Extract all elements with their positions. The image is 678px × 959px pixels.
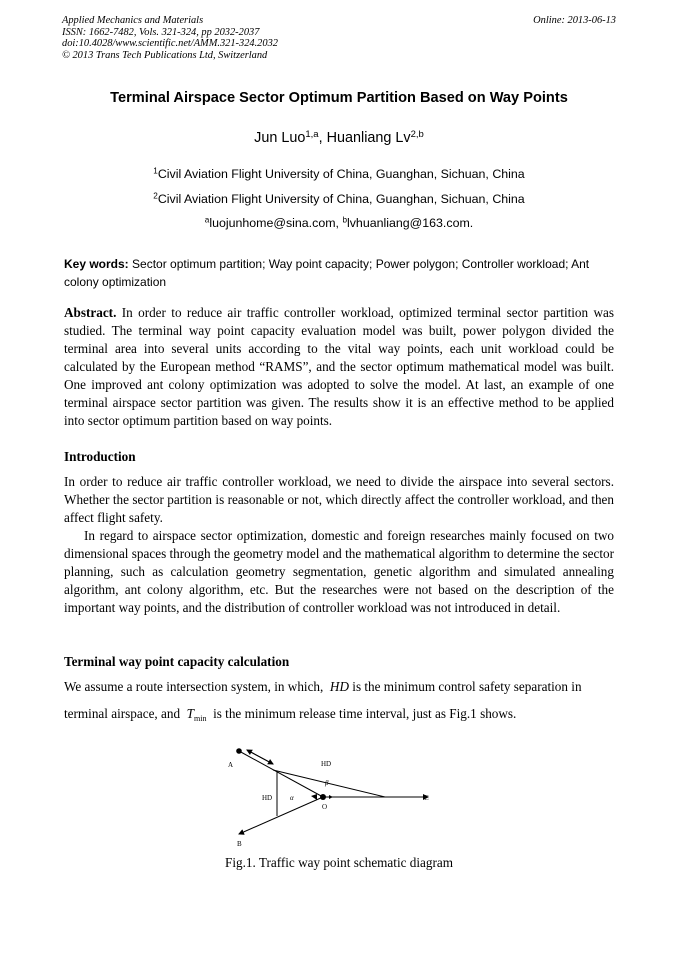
doi-line: doi:10.4028/www.scientific.net/AMM.321-324.2032 — [62, 38, 278, 50]
body-text: is the minimum release time interval, just as Fig.1 shows. — [213, 706, 517, 721]
alpha-angle-mark — [311, 794, 317, 800]
keywords-text: Sector optimum partition; Way point capacity; Power polygon; Controller workload; Ant colony optimization — [64, 257, 590, 289]
label-a: A — [228, 761, 234, 769]
journal-header — [62, 15, 616, 61]
paper-title: Terminal Airspace Sector Optimum Partition Based on Way Points — [110, 90, 568, 106]
route-line-b — [239, 797, 323, 834]
email-separator: , — [335, 216, 343, 230]
journal-name: Applied Mechanics and Materials — [62, 15, 204, 26]
section-heading-introduction: Introduction — [64, 449, 136, 464]
variable-t-subscript: min — [194, 714, 207, 723]
abstract-label: Abstract. — [64, 305, 117, 320]
author-line — [40, 130, 638, 146]
section-heading-capacity: Terminal way point capacity calculation — [64, 654, 290, 669]
author-name: Huanliang Lv — [326, 130, 411, 146]
affiliation-text: Civil Aviation Flight University of China, Guanghan, Sichuan, China — [157, 167, 525, 181]
figure-caption: Fig.1. Traffic way point schematic diagram — [225, 855, 453, 870]
body-text: We assume a route intersection system, in which, — [64, 679, 324, 694]
keywords-label: Key words: — [64, 257, 129, 271]
label-o: O — [322, 803, 328, 811]
capacity-paragraph-line2 — [64, 705, 614, 728]
affiliation-text: Civil Aviation Flight University of China, Guanghan, Sichuan, China — [157, 192, 525, 206]
affiliation-1 — [40, 167, 638, 181]
route-line-a — [239, 751, 323, 797]
label-hd-top: HD — [321, 760, 332, 768]
point-o-dot — [320, 794, 326, 800]
abstract-paragraph — [64, 304, 614, 430]
intro-paragraph-2: In regard to airspace sector optimization, domestic and foreign researches mainly focused on two dimensional spaces through the geometry model and the mathematical algorithm to determine the sector planning, such as calculation geometry segmentation, genetic algorithm and simulated annealing algorithm, ant colony algorithm, etc. But the researches were not based on the description of the important way points, and the distribution of controller workload was not introduced in detail. — [64, 528, 614, 615]
email-address[interactable]: luojunhome@sina.com — [209, 216, 336, 230]
affiliation-2 — [40, 192, 638, 206]
label-beta: β — [325, 779, 329, 787]
variable-hd: HD — [329, 679, 349, 694]
author-separator: , — [318, 130, 327, 146]
keywords-block — [64, 255, 614, 291]
capacity-paragraph-line1 — [64, 678, 614, 696]
variable-t: T — [186, 706, 195, 721]
route-line-top — [273, 770, 385, 797]
email-address[interactable]: lvhuanliang@163.com. — [346, 216, 474, 230]
intro-paragraph-1: In order to reduce air traffic controller workload, we need to divide the airspace into several sectors. Whether the sector partition is reasonable or not, which directly affect the controller workload, and then affect flight safety. — [64, 474, 614, 525]
issn-line: ISSN: 1662-7482, Vols. 321-324, pp 2032-2037 — [62, 26, 260, 38]
label-hd-left: HD — [262, 794, 273, 802]
online-date: Online: 2013-06-13 — [533, 15, 616, 26]
point-a-dot — [236, 748, 242, 754]
author-name: Jun Luo — [254, 130, 306, 146]
beta-angle-mark — [329, 795, 333, 799]
email-sup: a — [204, 215, 210, 225]
author-sup: 1,a — [305, 128, 319, 140]
label-b: B — [237, 840, 242, 848]
body-text: is the minimum control safety separation in — [352, 679, 582, 694]
affiliation-sup: 1 — [153, 166, 158, 176]
affiliation-sup: 2 — [153, 191, 158, 201]
figure-waypoint-diagram — [225, 742, 435, 852]
author-sup: 2,b — [410, 128, 424, 140]
body-text: terminal airspace, and — [64, 706, 181, 721]
label-alpha: α — [290, 794, 294, 802]
email-sup: b — [342, 215, 347, 225]
label-c: C — [424, 794, 429, 802]
email-line — [40, 216, 638, 230]
abstract-text: In order to reduce air traffic controller workload, optimized terminal sector partition was studied. The terminal way point capacity evaluation model was built, power polygon divided the terminal area into several units according to the vital way points, each unit workload could be calculated by the European method “RAMS”, and the sector optimum mathematical model was built. One improved ant colony optimization was adopted to solve the model. At last, an example of one terminal airspace sector partition was given. The results show it is an effective method to be applied into sector optimum partition based on way points. — [64, 305, 615, 428]
copyright-line: © 2013 Trans Tech Publications Ltd, Switzerland — [62, 49, 268, 61]
